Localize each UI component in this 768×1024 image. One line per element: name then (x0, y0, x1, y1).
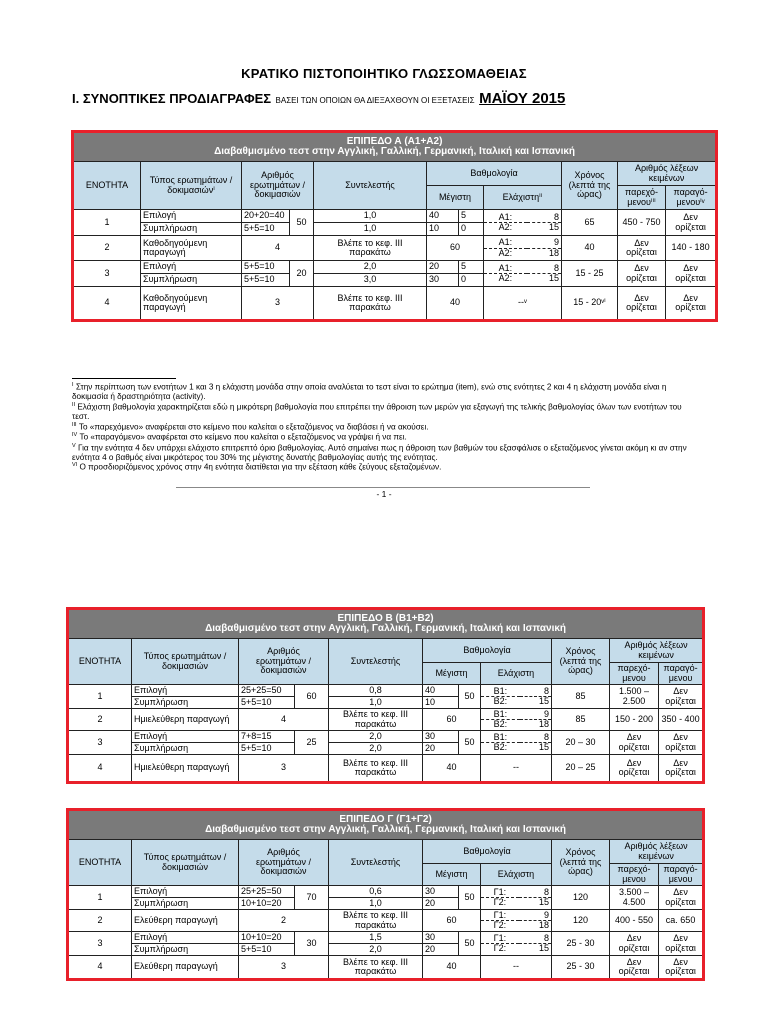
footnote-divider (72, 378, 176, 379)
min-value: 9 (543, 910, 549, 920)
max-cell: 30 (423, 731, 459, 743)
produced-cell: Δεν ορίζεται (666, 287, 717, 321)
max-cell: 20 (423, 743, 459, 755)
min-level: Γ1: (493, 933, 507, 943)
min-level: Α1: (498, 263, 513, 273)
type-cell: Ελεύθερη παραγωγή (132, 910, 239, 932)
max-extra-cell: 5 (459, 210, 484, 223)
min-value: 9 (553, 238, 559, 248)
level-a-description: Διαβαθμισμένο τεστ στην Αγγλική, Γαλλική, Γερμανική, Ιταλική και Ισπανική (214, 146, 576, 157)
count-total-cell: 50 (290, 210, 314, 236)
produced-cell: Δεν ορίζεται (666, 261, 717, 287)
max-cell: 30 (423, 932, 459, 944)
table-row (68, 910, 704, 932)
max-cell: 20 (423, 898, 459, 910)
max-cell: 40 (427, 287, 484, 321)
type-cell: Ελεύθερη παραγωγή (132, 956, 239, 980)
received-cell: 450 - 750 (618, 210, 666, 236)
type-cell: Επιλογή (132, 932, 239, 944)
coefficient-cell: Βλέπε το κεφ. III παρακάτω (314, 287, 427, 321)
coefficient-cell: 2,0 (314, 261, 427, 274)
produced-cell: ca. 650 (659, 910, 704, 932)
coefficient-cell: 0,6 (329, 886, 423, 898)
header-max: Μέγιστη (423, 864, 481, 886)
max-extra-cell: 0 (459, 274, 484, 287)
min-level: Γ2: (481, 944, 519, 954)
min-value: 15 (520, 743, 551, 753)
time-cell: 20 – 25 (552, 755, 610, 783)
coefficient-cell: Βλέπε το κεφ. III παρακάτω (329, 709, 423, 731)
level-b-table (66, 607, 705, 784)
header-received: παρεχό-μενουⁱⁱⁱ (618, 186, 666, 210)
table-row (68, 932, 704, 944)
type-cell: Επιλογή (132, 685, 239, 697)
min-level: Γ2: (481, 898, 519, 908)
produced-cell: Δεν ορίζεται (659, 932, 704, 956)
header-received: παρεχό-μενου (610, 663, 659, 685)
max-cell: 20 (427, 261, 459, 274)
footnote: $^V$ Για την ενότητα 4 δεν υπάρχει ελάχιστο επιτρεπτό όριο βαθμολογίας. Αυτό σημαίνει πως η άθροιση των βαθμών του εξασφάλισε ο εξεταζόμενος γίνεται ακόμη κι αν στην ενότητα 4 ο βαθμός είναι μικρότερος του 30% της μέγιστης δυνατής βαθμολογίας αυτής της ενότητας. (72, 442, 687, 462)
header-time: Χρόνος (λεπτά της ώρας) (562, 162, 618, 210)
count-cell: 5+5=10 (242, 261, 290, 274)
max-cell: 30 (427, 274, 459, 287)
min-value: 8 (543, 686, 549, 696)
count-cell: 5+5=10 (242, 223, 290, 236)
footnote: $^{VI}$ Ο προσδιοριζόμενος χρόνος στην 4η ενότητα διατίθεται για την εξέταση κάθε ζεύγους εξεταζομένων. (72, 462, 442, 473)
header-unit: ΕΝΟΤΗΤΑ (73, 162, 141, 210)
level-a-banner (73, 132, 717, 162)
table-row (68, 886, 704, 898)
header-produced: παραγό-μενου (659, 663, 704, 685)
unit-cell: 4 (73, 287, 141, 321)
min-value: 18 (519, 921, 551, 931)
table-row (73, 261, 717, 274)
unit-cell: 1 (68, 685, 132, 709)
subtitle-heading: Ι. ΣΥΝΟΠΤΙΚΕΣ ΠΡΟΔΙΑΓΡΑΦΕΣ (72, 91, 272, 106)
page-divider (176, 487, 590, 488)
coefficient-cell: 1,0 (329, 898, 423, 910)
min-value: 8 (543, 933, 549, 943)
header-min: Ελάχιστη (481, 663, 552, 685)
count-cell: 5+5=10 (239, 743, 295, 755)
level-c-title: ΕΠΙΠΕΔΟ Γ (Γ1+Γ2) (339, 813, 432, 825)
min-level: Γ1: (493, 887, 507, 897)
unit-cell: 2 (73, 236, 141, 261)
time-cell: 85 (552, 685, 610, 709)
coefficient-cell: Βλέπε το κεφ. III παρακάτω (329, 956, 423, 980)
footnote: $^{II}$ Ελάχιστη βαθμολογία χαρακτηρίζεται εδώ η μικρότερη βαθμολογία που επιτρέπει την άθροιση των μερών για εξαγωγή της τελικής βαθμολογίας όλων των ενοτήτων του τεστ. (72, 401, 682, 422)
min-value: 15 (519, 944, 551, 954)
subtitle-date: ΜΑΪΟΥ 2015 (479, 90, 566, 107)
max-cell: 20 (423, 944, 459, 956)
header-produced: παραγό-μενουⁱᵛ (666, 186, 717, 210)
produced-cell: Δεν ορίζεται (659, 956, 704, 980)
header-unit: ΕΝΟΤΗΤΑ (68, 840, 132, 886)
table-row (73, 236, 717, 261)
header-count: Αριθμός ερωτημάτων / δοκιμασιών (242, 162, 314, 210)
max-total-cell: 50 (459, 932, 481, 956)
received-cell: Δεν ορίζεται (610, 956, 659, 980)
table-row (68, 956, 704, 980)
level-a-table (71, 130, 718, 322)
min-level: Γ2: (481, 921, 519, 931)
level-b-title: ΕΠΙΠΕΔΟ Β (Β1+Β2) (337, 612, 434, 624)
received-cell: Δεν ορίζεται (618, 236, 666, 261)
received-cell: Δεν ορίζεται (618, 287, 666, 321)
min-level: Β1: (493, 686, 508, 696)
table-row (68, 709, 704, 731)
footnote: $^{IV}$ Το «παραγόμενο» αναφέρεται στο κείμενο που καλείται ο εξεταζόμενος να γράψει ή να πει. (72, 432, 407, 442)
table-row (73, 287, 717, 321)
document-title: ΚΡΑΤΙΚΟ ΠΙΣΤΟΠΟΙΗΤΙΚΟ ΓΛΩΣΣΟΜΑΘΕΙΑΣ (241, 66, 527, 81)
min-value: 15 (527, 274, 561, 284)
coefficient-cell: 1,0 (329, 697, 423, 709)
max-cell: 30 (423, 886, 459, 898)
type-cell: Επιλογή (141, 261, 242, 274)
level-c-banner (68, 810, 704, 840)
footnote: $^I$ Στην περίπτωση των ενοτήτων 1 και 3 η ελάχιστη μονάδα στην οποία αναλύεται το τεστ είναι το ερώτημα (item), ενώ στις ενότητες 2 και 4 η ελάχιστη μονάδα είναι η δοκιμασία ή δραστηριότητα (activity). (72, 382, 667, 402)
table-row (73, 210, 717, 223)
min-level: Α1: (498, 212, 513, 222)
type-cell: Επιλογή (141, 210, 242, 223)
type-cell: Συμπλήρωση (141, 274, 242, 287)
count-cell: 10+10=20 (239, 932, 295, 944)
coefficient-cell: 1,5 (329, 932, 423, 944)
level-a-title: ΕΠΙΠΕΔΟ Α (Α1+Α2) (346, 135, 443, 147)
unit-cell: 3 (68, 932, 132, 956)
produced-cell: 140 - 180 (666, 236, 717, 261)
count-cell: 20+20=40 (242, 210, 290, 223)
header-produced: παραγό-μενου (659, 864, 704, 886)
coefficient-cell: Βλέπε το κεφ. III παρακάτω (329, 755, 423, 783)
type-cell: Καθοδηγούμενη παραγωγή (141, 287, 242, 321)
coefficient-cell: Βλέπε το κεφ. III παρακάτω (329, 910, 423, 932)
min-level: Β2: (481, 743, 520, 753)
produced-cell: Δεν ορίζεται (666, 210, 717, 236)
document-subtitle (72, 90, 565, 108)
unit-cell: 2 (68, 910, 132, 932)
max-cell: 60 (423, 910, 481, 932)
min-cell: -- (481, 755, 552, 783)
max-cell: 60 (423, 709, 481, 731)
min-cell (481, 709, 552, 731)
header-unit: ΕΝΟΤΗΤΑ (68, 639, 132, 685)
count-cell: 3 (242, 287, 314, 321)
produced-cell: Δεν ορίζεται (659, 886, 704, 910)
time-cell: 40 (562, 236, 618, 261)
type-cell: Συμπλήρωση (141, 223, 242, 236)
time-cell: 120 (552, 910, 610, 932)
time-cell: 20 – 30 (552, 731, 610, 755)
min-level: Α2: (484, 223, 527, 233)
coefficient-cell: 2,0 (329, 731, 423, 743)
time-cell: 15 - 20ᵛⁱ (562, 287, 618, 321)
max-cell: 10 (427, 223, 459, 236)
min-level: Β2: (481, 720, 520, 730)
header-time: Χρόνος (λεπτά της ώρας) (552, 840, 610, 886)
max-cell: 10 (423, 697, 459, 709)
count-cell: 5+5=10 (239, 697, 295, 709)
min-cell (481, 886, 552, 910)
unit-cell: 4 (68, 755, 132, 783)
header-type: Τύπος ερωτημάτων / δοκιμασιώνⁱ (141, 162, 242, 210)
header-grade: Βαθμολογία (423, 840, 552, 864)
subtitle-text: ΒΑΣΕΙ ΤΩΝ ΟΠΟΙΩΝ ΘΑ ΔΙΕΞΑΧΘΟΥΝ ΟΙ ΕΞΕΤΑΣΕΙΣ (275, 96, 475, 105)
count-cell: 10+10=20 (239, 898, 295, 910)
coefficient-cell: Βλέπε το κεφ. III παρακάτω (314, 236, 427, 261)
type-cell: Ημιελεύθερη παραγωγή (132, 709, 239, 731)
type-cell: Επιλογή (132, 886, 239, 898)
unit-cell: 3 (73, 261, 141, 287)
received-cell: 3.500 – 4.500 (610, 886, 659, 910)
type-cell: Συμπλήρωση (132, 898, 239, 910)
received-cell: 400 - 550 (610, 910, 659, 932)
min-cell (481, 731, 552, 755)
produced-cell: Δεν ορίζεται (659, 731, 704, 755)
min-value: 8 (543, 887, 549, 897)
count-cell: 2 (239, 910, 329, 932)
unit-cell: 1 (68, 886, 132, 910)
min-value: 18 (520, 720, 551, 730)
min-value: 8 (553, 263, 559, 273)
header-max: Μέγιστη (423, 663, 481, 685)
count-total-cell: 20 (290, 261, 314, 287)
level-c-table (66, 808, 705, 981)
min-cell (484, 210, 562, 236)
footnote: $^{III}$ Το «παρεχόμενο» αναφέρεται στο κείμενο που καλείται ο εξεταζόμενος να διαβάσει ή να ακούσει. (72, 421, 429, 432)
coefficient-cell: 0,8 (329, 685, 423, 697)
header-words: Αριθμός λέξεων κειμένων (610, 639, 704, 663)
min-cell: -- (481, 956, 552, 980)
time-cell: 120 (552, 886, 610, 910)
min-level: Α1: (498, 238, 513, 248)
min-value: 9 (543, 709, 549, 719)
received-cell: 150 - 200 (610, 709, 659, 731)
header-coefficient: Συντελεστής (314, 162, 427, 210)
produced-cell: 350 - 400 (659, 709, 704, 731)
time-cell: 65 (562, 210, 618, 236)
max-cell: 40 (427, 210, 459, 223)
header-words: Αριθμός λέξεων κειμένων (618, 162, 717, 186)
count-total-cell: 70 (295, 886, 329, 910)
header-received: παρεχό-μενου (610, 864, 659, 886)
header-grade: Βαθμολογία (423, 639, 552, 663)
count-cell: 4 (239, 709, 329, 731)
max-cell: 60 (427, 236, 484, 261)
min-value: 15 (519, 898, 551, 908)
max-cell: 40 (423, 755, 481, 783)
count-cell: 25+25=50 (239, 685, 295, 697)
header-type: Τύπος ερωτημάτων / δοκιμασιών (132, 840, 239, 886)
max-cell: 40 (423, 956, 481, 980)
min-cell (481, 932, 552, 956)
min-value: 15 (520, 697, 551, 707)
time-cell: 25 - 30 (552, 956, 610, 980)
received-cell: Δεν ορίζεται (610, 932, 659, 956)
max-cell: 40 (423, 685, 459, 697)
produced-cell: Δεν ορίζεται (659, 755, 704, 783)
header-coefficient: Συντελεστής (329, 639, 423, 685)
max-total-cell: 50 (459, 731, 481, 755)
max-extra-cell: 5 (459, 261, 484, 274)
count-total-cell: 25 (295, 731, 329, 755)
page-number: - 1 - (376, 489, 392, 499)
type-cell: Συμπλήρωση (132, 944, 239, 956)
max-total-cell: 50 (459, 685, 481, 709)
table-row (68, 731, 704, 743)
count-total-cell: 30 (295, 932, 329, 956)
count-cell: 5+5=10 (239, 944, 295, 956)
max-total-cell: 50 (459, 886, 481, 910)
min-level: Β1: (493, 709, 508, 719)
received-cell: 1.500 – 2.500 (610, 685, 659, 709)
count-cell: 5+5=10 (242, 274, 290, 287)
received-cell: Δεν ορίζεται (618, 261, 666, 287)
min-cell (481, 685, 552, 709)
header-time: Χρόνος (λεπτά της ώρας) (552, 639, 610, 685)
level-b-banner (68, 609, 704, 639)
header-max: Μέγιστη (427, 186, 484, 210)
type-cell: Συμπλήρωση (132, 697, 239, 709)
header-count: Αριθμός ερωτημάτων / δοκιμασιών (239, 840, 329, 886)
unit-cell: 1 (73, 210, 141, 236)
unit-cell: 4 (68, 956, 132, 980)
count-cell: 3 (239, 956, 329, 980)
count-total-cell: 60 (295, 685, 329, 709)
min-level: Α2: (484, 274, 527, 284)
produced-cell: Δεν ορίζεται (659, 685, 704, 709)
min-value: 8 (543, 732, 549, 742)
count-cell: 25+25=50 (239, 886, 295, 898)
coefficient-cell: 3,0 (314, 274, 427, 287)
time-cell: 15 - 25 (562, 261, 618, 287)
min-value: 8 (553, 212, 559, 222)
min-level: Β2: (481, 697, 520, 707)
received-cell: Δεν ορίζεται (610, 731, 659, 755)
coefficient-cell: 2,0 (329, 944, 423, 956)
min-level: Α2: (484, 248, 527, 258)
header-coefficient: Συντελεστής (329, 840, 423, 886)
min-cell (484, 261, 562, 287)
header-type: Τύπος ερωτημάτων / δοκιμασιών (132, 639, 239, 685)
coefficient-cell: 1,0 (314, 223, 427, 236)
level-b-description: Διαβαθμισμένο τεστ στην Αγγλική, Γαλλική, Γερμανική, Ιταλική και Ισπανική (205, 623, 567, 634)
time-cell: 25 - 30 (552, 932, 610, 956)
min-cell (481, 910, 552, 932)
footnotes (72, 382, 692, 473)
min-value: 15 (527, 223, 561, 233)
time-cell: 85 (552, 709, 610, 731)
type-cell: Συμπλήρωση (132, 743, 239, 755)
min-cell: --ᵛ (484, 287, 562, 321)
coefficient-cell: 1,0 (314, 210, 427, 223)
max-extra-cell: 0 (459, 223, 484, 236)
header-grade: Βαθμολογία (427, 162, 562, 186)
type-cell: Επιλογή (132, 731, 239, 743)
level-c-description: Διαβαθμισμένο τεστ στην Αγγλική, Γαλλική, Γερμανική, Ιταλική και Ισπανική (205, 824, 567, 835)
type-cell: Ημιελεύθερη παραγωγή (132, 755, 239, 783)
header-min: Ελάχιστηⁱⁱ (484, 186, 562, 210)
count-cell: 7+8=15 (239, 731, 295, 743)
min-level: Β1: (493, 732, 508, 742)
header-min: Ελάχιστη (481, 864, 552, 886)
min-value: 18 (527, 248, 561, 258)
table-row (68, 755, 704, 783)
min-cell (484, 236, 562, 261)
unit-cell: 2 (68, 709, 132, 731)
table-row (68, 685, 704, 697)
count-cell: 3 (239, 755, 329, 783)
count-cell: 4 (242, 236, 314, 261)
header-count: Αριθμός ερωτημάτων / δοκιμασιών (239, 639, 329, 685)
unit-cell: 3 (68, 731, 132, 755)
header-words: Αριθμός λέξεων κειμένων (610, 840, 704, 864)
coefficient-cell: 2,0 (329, 743, 423, 755)
min-level: Γ1: (493, 910, 507, 920)
type-cell: Καθοδηγούμενη παραγωγή (141, 236, 242, 261)
received-cell: Δεν ορίζεται (610, 755, 659, 783)
